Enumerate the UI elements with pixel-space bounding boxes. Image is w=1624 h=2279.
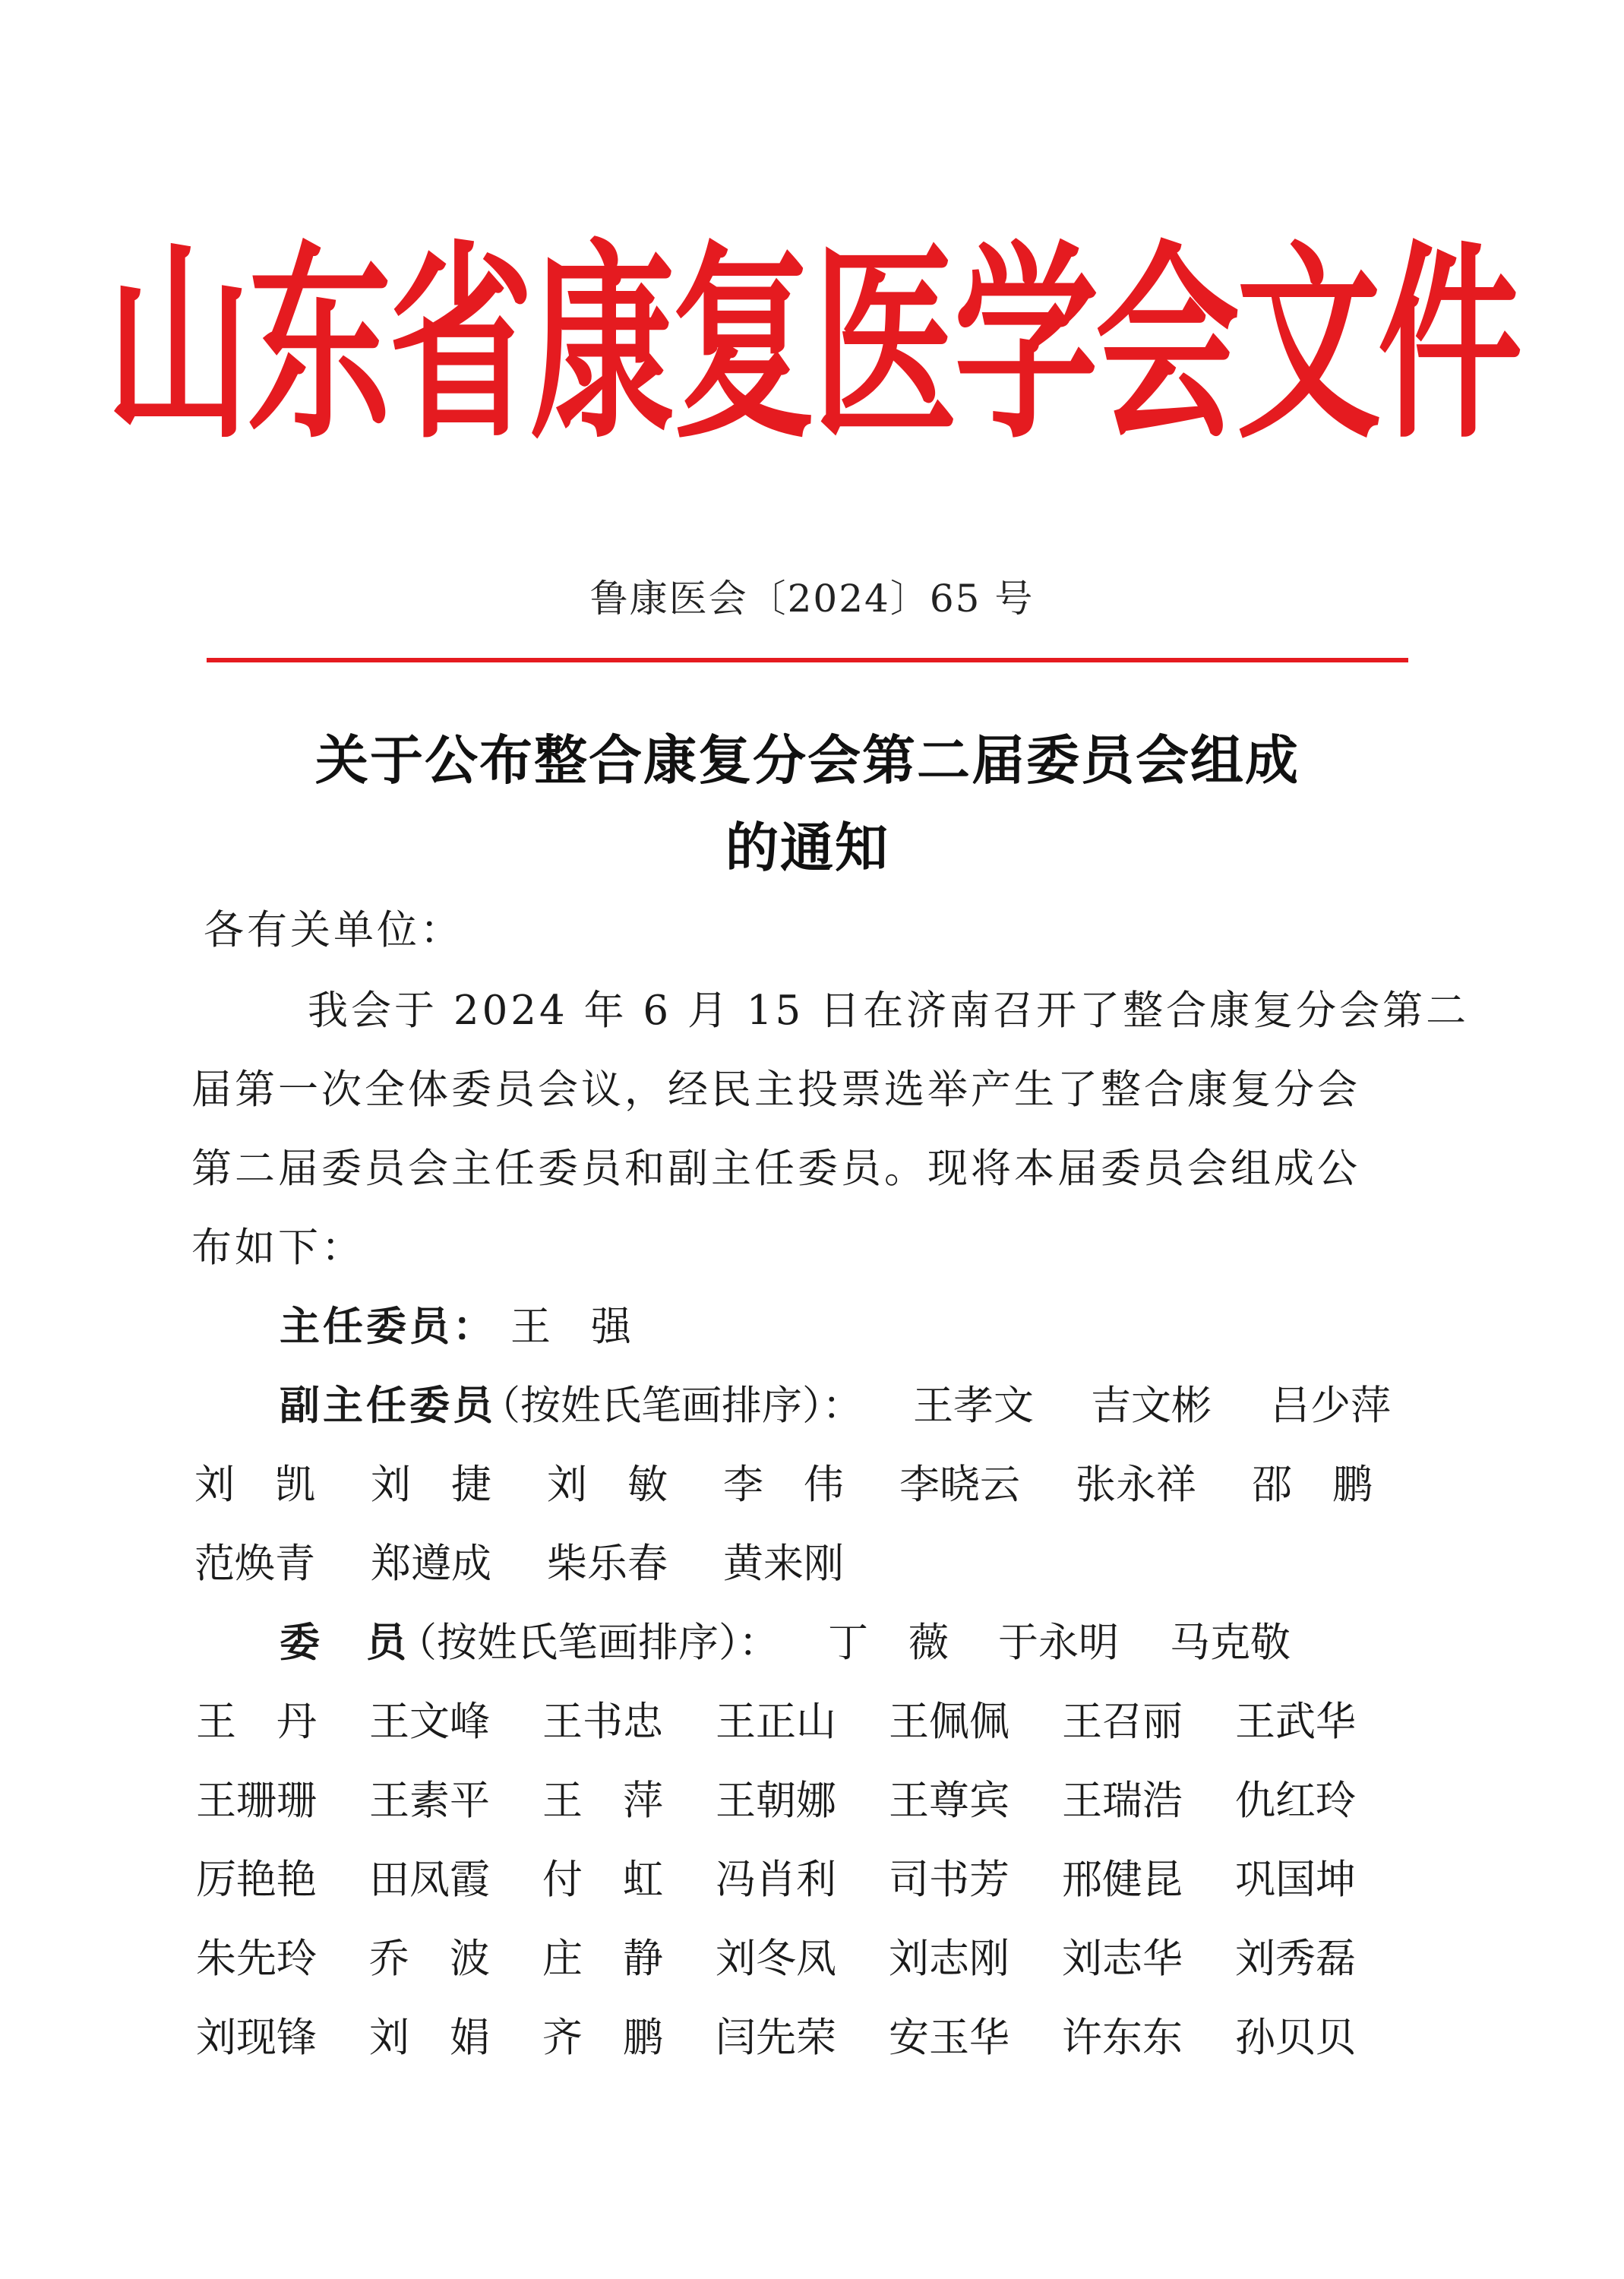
name-entry: 丁 薇 bbox=[828, 1620, 949, 1666]
notice-title-line-1: 关于公布整合康复分会第二届委员会组成 bbox=[315, 729, 1300, 792]
members-label: 委 员 bbox=[280, 1619, 409, 1666]
name-entry: 许东东 bbox=[1062, 2015, 1183, 2061]
chairman-name: 王 强 bbox=[510, 1304, 631, 1350]
name-entry: 冯肖利 bbox=[716, 1857, 836, 1903]
name-entry: 王正山 bbox=[716, 1699, 836, 1745]
notice-title-line-2: 的通知 bbox=[725, 816, 889, 879]
name-entry: 范焕青 bbox=[194, 1541, 315, 1587]
name-entry: 王孝文 bbox=[913, 1383, 1034, 1429]
name-entry: 刘 敏 bbox=[547, 1462, 668, 1508]
body-line-2: 届第一次全体委员会议，经民主投票选举产生了整合康复分会 bbox=[191, 1067, 1360, 1113]
body-line-4: 布如下： bbox=[191, 1225, 365, 1271]
name-entry: 柴乐春 bbox=[547, 1541, 668, 1587]
name-entry: 王书忠 bbox=[542, 1699, 663, 1745]
vice-chairmen-label: 副主任委员 bbox=[280, 1382, 496, 1429]
name-entry: 仇红玲 bbox=[1235, 1778, 1356, 1824]
name-entry: 吕少萍 bbox=[1270, 1383, 1391, 1429]
masthead-title: 山东省康复医学会文件 bbox=[106, 223, 1520, 467]
name-entry: 王 萍 bbox=[542, 1778, 663, 1824]
chairman-label: 主任委员： bbox=[280, 1303, 496, 1350]
name-entry: 王素平 bbox=[369, 1778, 490, 1824]
name-entry: 厉艳艳 bbox=[196, 1857, 317, 1903]
name-entry: 王武华 bbox=[1235, 1699, 1356, 1745]
name-entry: 朱先玲 bbox=[196, 1936, 317, 1982]
name-entry: 王珊珊 bbox=[196, 1778, 317, 1824]
name-entry: 巩国坤 bbox=[1235, 1857, 1356, 1903]
document-masthead bbox=[106, 223, 1520, 467]
name-entry: 邵 鹏 bbox=[1252, 1462, 1373, 1508]
members-note: （按姓氏笔画排序）： bbox=[397, 1620, 779, 1666]
name-entry: 王文峰 bbox=[369, 1699, 490, 1745]
name-entry: 安玉华 bbox=[889, 2015, 1009, 2061]
name-entry: 司书芳 bbox=[889, 1857, 1009, 1903]
name-entry: 刘 凯 bbox=[194, 1462, 315, 1508]
body-line-3: 第二届委员会主任委员和副主任委员。现将本届委员会组成公 bbox=[191, 1146, 1360, 1192]
name-entry: 邢健昆 bbox=[1062, 1857, 1183, 1903]
salutation: 各有关单位： bbox=[204, 907, 463, 953]
name-entry: 刘志华 bbox=[1062, 1936, 1183, 1982]
name-entry: 王朝娜 bbox=[716, 1778, 836, 1824]
name-entry: 王佩佩 bbox=[889, 1699, 1009, 1745]
name-entry: 于永明 bbox=[998, 1620, 1119, 1666]
name-entry: 李 伟 bbox=[723, 1462, 844, 1508]
name-entry: 齐 鹏 bbox=[542, 2015, 663, 2061]
name-entry: 闫先荣 bbox=[716, 2015, 836, 2061]
name-entry: 刘冬凤 bbox=[716, 1936, 836, 1982]
name-entry: 李晓云 bbox=[899, 1462, 1020, 1508]
name-entry: 马克敬 bbox=[1170, 1620, 1291, 1666]
red-divider-line bbox=[207, 658, 1408, 662]
name-entry: 郑遵成 bbox=[371, 1541, 491, 1587]
name-entry: 刘秀磊 bbox=[1235, 1936, 1356, 1982]
name-entry: 庄 静 bbox=[542, 1936, 663, 1982]
name-entry: 乔 波 bbox=[369, 1936, 490, 1982]
name-entry: 王尊宾 bbox=[889, 1778, 1009, 1824]
name-entry: 黄来刚 bbox=[723, 1541, 844, 1587]
name-entry: 孙贝贝 bbox=[1235, 2015, 1356, 2061]
name-entry: 吉文彬 bbox=[1091, 1383, 1212, 1429]
name-entry: 王瑞浩 bbox=[1062, 1778, 1183, 1824]
name-entry: 王 丹 bbox=[196, 1699, 317, 1745]
name-entry: 田凤霞 bbox=[369, 1857, 490, 1903]
name-entry: 付 虹 bbox=[542, 1857, 663, 1903]
vice-chairmen-note: （按姓氏笔画排序）： bbox=[480, 1383, 863, 1429]
name-entry: 刘 捷 bbox=[371, 1462, 491, 1508]
name-entry: 张永祥 bbox=[1076, 1462, 1196, 1508]
document-number: 鲁康医会〔2024〕65 号 bbox=[589, 577, 1035, 621]
body-line-1: 我会于 2024 年 6 月 15 日在济南召开了整合康复分会第二 bbox=[308, 988, 1470, 1034]
name-entry: 王召丽 bbox=[1062, 1699, 1183, 1745]
name-entry: 刘 娟 bbox=[369, 2015, 490, 2061]
name-entry: 刘志刚 bbox=[889, 1936, 1009, 1982]
name-entry: 刘现锋 bbox=[196, 2015, 317, 2061]
